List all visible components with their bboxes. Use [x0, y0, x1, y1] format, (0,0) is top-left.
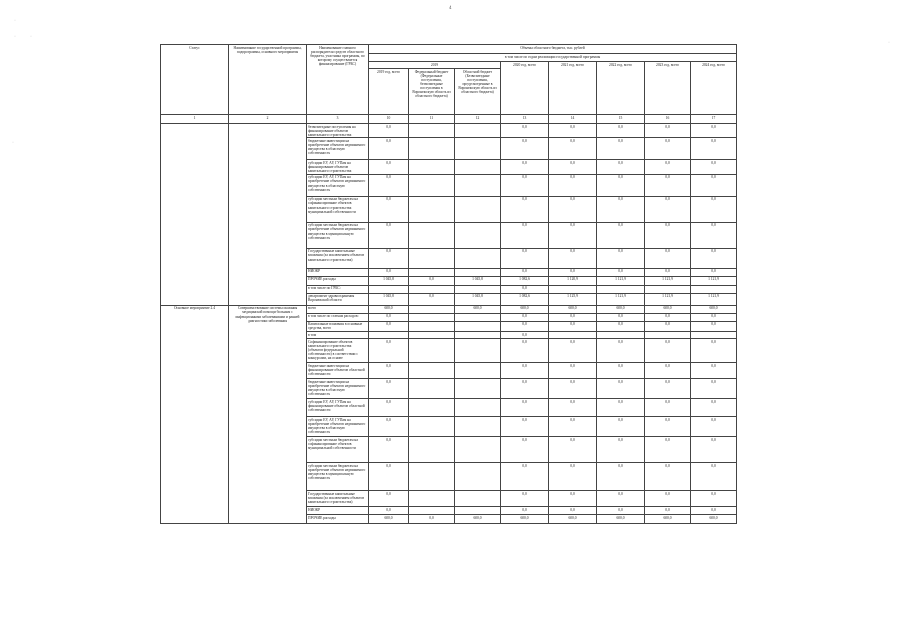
value-cell: 1 121,9	[597, 276, 645, 285]
value-cell: 0,0	[549, 339, 597, 363]
value-cell: 0,0	[645, 379, 691, 399]
value-cell	[455, 285, 501, 293]
funding-source: бюджетные инвестиции на приобретение объектов недвижимого имущества в областную собственность	[307, 138, 369, 160]
value-cell: 0,0	[645, 196, 691, 222]
value-cell: 0,0	[645, 174, 691, 196]
funding-source: субсидии местным бюджетам на приобретение объектов недвижимого имущества в муниципальную собственность	[307, 222, 369, 248]
value-cell: 600,0	[597, 305, 645, 313]
value-cell: 0,0	[645, 437, 691, 463]
value-cell: 0,0	[501, 363, 549, 379]
status-cell	[161, 124, 229, 306]
value-cell: 0,0	[369, 174, 409, 196]
value-cell	[409, 491, 455, 507]
funding-source: ПРОЧИЕ расходы	[307, 276, 369, 285]
value-cell: 0,0	[691, 321, 737, 331]
funding-source: Государственные капитальные вложения (за исключением объектов капитального строительства)	[307, 491, 369, 507]
value-cell	[455, 417, 501, 437]
value-cell	[455, 379, 501, 399]
value-cell	[455, 463, 501, 491]
value-cell: 0,0	[501, 399, 549, 417]
value-cell: 0,0	[645, 363, 691, 379]
funding-source: в том	[307, 332, 369, 339]
value-cell	[597, 285, 645, 293]
value-cell: 0,0	[691, 196, 737, 222]
value-cell	[455, 138, 501, 160]
value-cell: 0,0	[549, 491, 597, 507]
value-cell: 1 121,9	[691, 293, 737, 305]
value-cell	[455, 399, 501, 417]
value-cell: 0,0	[691, 160, 737, 174]
value-cell: 0,0	[691, 339, 737, 363]
value-cell	[455, 160, 501, 174]
value-cell: 0,0	[549, 321, 597, 331]
value-cell: 600,0	[549, 515, 597, 524]
value-cell	[549, 332, 597, 339]
value-cell	[455, 313, 501, 321]
value-cell: 600,0	[455, 305, 501, 313]
value-cell	[409, 138, 455, 160]
value-cell: 600,0	[645, 305, 691, 313]
col-number: 11	[409, 115, 455, 124]
value-cell: 0,0	[645, 160, 691, 174]
funding-source: субсидии местным бюджетам на софинансирование объектов капитального строительства муниципальной собственности	[307, 196, 369, 222]
value-cell	[691, 332, 737, 339]
value-cell: 0,0	[501, 491, 549, 507]
header-c16: 2023 год, всего	[645, 62, 691, 115]
table-body	[161, 124, 737, 524]
value-cell	[409, 463, 455, 491]
value-cell: 0,0	[369, 222, 409, 248]
name-cell	[229, 124, 307, 306]
value-cell: 600,0	[549, 305, 597, 313]
value-cell: 0,0	[691, 268, 737, 276]
value-cell: 0,0	[597, 437, 645, 463]
value-cell: 0,0	[597, 174, 645, 196]
value-cell: 600,0	[501, 305, 549, 313]
value-cell	[409, 437, 455, 463]
header-total: Объемы областного бюджета, тыс. рублей	[369, 45, 737, 54]
value-cell: 0,0	[597, 313, 645, 321]
value-cell	[455, 248, 501, 268]
value-cell: 600,0	[645, 515, 691, 524]
value-cell: 0,0	[369, 437, 409, 463]
value-cell: 0,0	[597, 124, 645, 138]
value-cell	[409, 332, 455, 339]
value-cell: 0,0	[645, 222, 691, 248]
value-cell: 0,0	[691, 174, 737, 196]
value-cell	[455, 491, 501, 507]
value-cell	[409, 417, 455, 437]
value-cell: 0,0	[501, 507, 549, 515]
funding-source: субсидии местным бюджетам на софинансирование объектов муниципальной собственности	[307, 437, 369, 463]
col-number: 17	[691, 115, 737, 124]
value-cell: 0,0	[691, 248, 737, 268]
col-number: 10	[369, 115, 409, 124]
value-cell: 0,0	[645, 248, 691, 268]
value-cell: 0,0	[501, 285, 549, 293]
value-cell	[455, 268, 501, 276]
value-cell: 0,0	[645, 268, 691, 276]
value-cell: 0,0	[369, 248, 409, 268]
col-number: 1	[161, 115, 229, 124]
value-cell: 0,0	[549, 399, 597, 417]
header-c15: 2022 год, всего	[597, 62, 645, 115]
value-cell: 1 082,6	[501, 276, 549, 285]
funding-source: бюджетные инвестиции на приобретение объектов недвижимого имущества в областную собственность	[307, 379, 369, 399]
value-cell	[645, 332, 691, 339]
value-cell: 0,0	[597, 248, 645, 268]
value-cell: 0,0	[501, 379, 549, 399]
value-cell: 0,0	[369, 321, 409, 331]
value-cell: 0,0	[597, 507, 645, 515]
page-number: 4	[449, 6, 452, 11]
value-cell	[409, 248, 455, 268]
value-cell: 0,0	[409, 515, 455, 524]
value-cell: 0,0	[691, 138, 737, 160]
funding-source: всего	[307, 305, 369, 313]
header-incl: в том числе по годам реализации государственной программы	[369, 54, 737, 62]
value-cell: 0,0	[549, 417, 597, 437]
header-c11: Федеральный бюджет (Федеральные поступления, безвозмездные поступления в Воронежскую область из областного бюджета)	[409, 69, 455, 115]
value-cell: 0,0	[549, 379, 597, 399]
status-cell: Основное мероприятие 2.4	[161, 305, 229, 523]
value-cell: 0,0	[501, 417, 549, 437]
value-cell: 0,0	[369, 363, 409, 379]
header-c10: 2019 год, всего	[369, 69, 409, 115]
value-cell	[409, 321, 455, 331]
col-number: 14	[549, 115, 597, 124]
margin-mark: ·	[888, 40, 890, 46]
value-cell: 0,0	[501, 437, 549, 463]
value-cell: 0,0	[369, 138, 409, 160]
table-row	[161, 305, 737, 313]
header-source: Наименование главного распорядителя средств областного бюджета, участника программы, по которому осуществляется финансирование (ГРБС)	[307, 45, 369, 115]
value-cell: 0,0	[549, 437, 597, 463]
value-cell: 0,0	[369, 507, 409, 515]
value-cell: 0,0	[369, 417, 409, 437]
col-number: 2	[229, 115, 307, 124]
value-cell	[409, 196, 455, 222]
value-cell	[369, 332, 409, 339]
value-cell: 0,0	[597, 138, 645, 160]
value-cell: 1 045,8	[369, 276, 409, 285]
value-cell: 0,0	[501, 174, 549, 196]
value-cell: 0,0	[369, 399, 409, 417]
value-cell: 0,0	[645, 313, 691, 321]
col-number: 3	[307, 115, 369, 124]
funding-source: ПРОЧИЕ расходы	[307, 515, 369, 524]
value-cell	[455, 332, 501, 339]
value-cell: 0,0	[409, 293, 455, 305]
value-cell: 1 121,9	[645, 276, 691, 285]
funding-source: Капитальные вложения в основные средства, всего	[307, 321, 369, 331]
value-cell: 0,0	[691, 313, 737, 321]
funding-source: в том числе по статьям расходов:	[307, 313, 369, 321]
value-cell: 600,0	[691, 305, 737, 313]
value-cell: 1 082,6	[501, 293, 549, 305]
funding-source: субсидии ЕУ, АУ, ГУПам на финансирование объектов капитального строительства	[307, 160, 369, 174]
value-cell: 0,0	[597, 463, 645, 491]
value-cell	[369, 285, 409, 293]
value-cell	[455, 321, 501, 331]
col-number: 13	[501, 115, 549, 124]
value-cell: 0,0	[501, 268, 549, 276]
value-cell: 0,0	[501, 321, 549, 331]
value-cell: 0,0	[645, 417, 691, 437]
funding-source: департамент здравоохранения Воронежской области	[307, 293, 369, 305]
margin-mark: ·	[14, 18, 16, 24]
value-cell: 0,0	[597, 268, 645, 276]
value-cell: 0,0	[691, 437, 737, 463]
value-cell: 1 045,8	[455, 293, 501, 305]
value-cell: 0,0	[645, 463, 691, 491]
value-cell	[597, 332, 645, 339]
value-cell: 0,0	[369, 124, 409, 138]
funding-source: НИОКР	[307, 268, 369, 276]
value-cell: 0,0	[549, 507, 597, 515]
value-cell	[409, 399, 455, 417]
value-cell: 1 045,8	[455, 276, 501, 285]
table-header	[161, 45, 737, 124]
funding-source: бюджетные инвестиции на финансирование объектов областной собственности	[307, 363, 369, 379]
value-cell: 0,0	[501, 222, 549, 248]
value-cell: 600,0	[369, 305, 409, 313]
value-cell: 0,0	[597, 491, 645, 507]
funding-source: НИОКР	[307, 507, 369, 515]
value-cell: 0,0	[549, 248, 597, 268]
value-cell	[455, 507, 501, 515]
value-cell: 0,0	[369, 160, 409, 174]
value-cell: 0,0	[501, 124, 549, 138]
name-cell: Совершенствование системы оказания медицинской помощи больным с инфекционными заболеваниями и ранней диагностики заболевания	[229, 305, 307, 523]
funding-source: безвозмездные поступления на финансирование объектов капитального строительства	[307, 124, 369, 138]
value-cell: 0,0	[549, 138, 597, 160]
funding-source: в том числе по ГРБС:	[307, 285, 369, 293]
value-cell	[409, 160, 455, 174]
funding-source: субсидии ЕУ, АУ, ГУПам на финансирование объектов областной собственности	[307, 399, 369, 417]
header-name: Наименование государственной программы, подпрограммы, основного мероприятия	[229, 45, 307, 115]
value-cell: 0,0	[501, 313, 549, 321]
value-cell: 0,0	[691, 507, 737, 515]
value-cell	[409, 339, 455, 363]
value-cell	[455, 363, 501, 379]
margin-mark: ·	[14, 34, 16, 40]
value-cell	[691, 285, 737, 293]
value-cell: 0,0	[597, 160, 645, 174]
value-cell	[645, 285, 691, 293]
value-cell: 0,0	[691, 399, 737, 417]
value-cell: 0,0	[501, 160, 549, 174]
header-status: Статус	[161, 45, 229, 115]
value-cell	[409, 507, 455, 515]
value-cell: 0,0	[369, 196, 409, 222]
col-number: 12	[455, 115, 501, 124]
value-cell: 0,0	[549, 313, 597, 321]
value-cell: 0,0	[597, 321, 645, 331]
value-cell	[455, 124, 501, 138]
value-cell: 600,0	[691, 515, 737, 524]
value-cell: 0,0	[645, 321, 691, 331]
value-cell	[409, 305, 455, 313]
value-cell: 0,0	[691, 363, 737, 379]
value-cell: 1 045,8	[369, 293, 409, 305]
value-cell: 0,0	[597, 339, 645, 363]
value-cell: 0,0	[369, 463, 409, 491]
value-cell	[549, 285, 597, 293]
header-c17: 2024 год, всего	[691, 62, 737, 115]
funding-source: субсидии ЕУ, АУ, ГУПам на приобретение объектов недвижимого имущества в областную собственность	[307, 417, 369, 437]
value-cell: 1 121,9	[691, 276, 737, 285]
value-cell: 0,0	[501, 332, 549, 339]
value-cell: 600,0	[369, 515, 409, 524]
funding-source: субсидии местным бюджетам на приобретение объектов недвижимого имущества в муниципальную собственность	[307, 463, 369, 491]
value-cell: 0,0	[501, 463, 549, 491]
value-cell: 0,0	[597, 222, 645, 248]
value-cell	[409, 313, 455, 321]
header-c14: 2021 год, всего	[549, 62, 597, 115]
margin-mark: ·	[12, 140, 14, 146]
budget-table	[160, 44, 737, 524]
value-cell: 0,0	[369, 339, 409, 363]
value-cell	[455, 339, 501, 363]
value-cell: 0,0	[369, 268, 409, 276]
value-cell: 0,0	[597, 196, 645, 222]
margin-mark: ·	[30, 34, 32, 40]
value-cell: 0,0	[597, 399, 645, 417]
value-cell	[409, 379, 455, 399]
value-cell: 0,0	[549, 160, 597, 174]
value-cell	[409, 222, 455, 248]
value-cell: 600,0	[501, 515, 549, 524]
col-number: 15	[597, 115, 645, 124]
funding-source: Софинансирование объектов капитального строительства (объектов федеральной собственности) в соответствии с конкурсами, на основе	[307, 339, 369, 363]
value-cell	[455, 437, 501, 463]
value-cell: 0,0	[645, 507, 691, 515]
value-cell: 0,0	[645, 399, 691, 417]
value-cell: 0,0	[409, 276, 455, 285]
value-cell: 600,0	[455, 515, 501, 524]
value-cell	[409, 174, 455, 196]
value-cell: 1 121,9	[645, 293, 691, 305]
value-cell: 1 120,9	[549, 276, 597, 285]
column-numbers-row	[161, 115, 737, 124]
header-year2019: 2019	[369, 62, 501, 69]
value-cell	[455, 196, 501, 222]
table-row	[161, 124, 737, 138]
value-cell: 0,0	[691, 463, 737, 491]
value-cell: 0,0	[549, 222, 597, 248]
value-cell: 0,0	[501, 196, 549, 222]
value-cell: 0,0	[645, 491, 691, 507]
value-cell	[455, 222, 501, 248]
value-cell: 0,0	[645, 124, 691, 138]
value-cell: 0,0	[369, 491, 409, 507]
header-c12: Областной бюджет (Безвозмездные поступления, предусмотренные в Воронежскую область из областного бюджета)	[455, 69, 501, 115]
value-cell: 0,0	[549, 363, 597, 379]
value-cell	[455, 174, 501, 196]
value-cell: 0,0	[645, 138, 691, 160]
value-cell: 0,0	[549, 463, 597, 491]
value-cell: 0,0	[691, 491, 737, 507]
value-cell: 0,0	[501, 248, 549, 268]
header-c13: 2020 год, всего	[501, 62, 549, 115]
value-cell: 0,0	[501, 339, 549, 363]
funding-source: Государственные капитальные вложения (за исключением объектов капитального строительства)	[307, 248, 369, 268]
value-cell	[409, 124, 455, 138]
value-cell	[409, 268, 455, 276]
value-cell: 1 125,9	[549, 293, 597, 305]
value-cell: 0,0	[549, 174, 597, 196]
value-cell: 0,0	[501, 138, 549, 160]
value-cell: 0,0	[369, 313, 409, 321]
value-cell	[409, 363, 455, 379]
value-cell: 1 121,9	[597, 293, 645, 305]
value-cell: 0,0	[549, 124, 597, 138]
value-cell: 0,0	[369, 379, 409, 399]
value-cell: 0,0	[597, 379, 645, 399]
value-cell: 0,0	[691, 379, 737, 399]
value-cell: 0,0	[645, 339, 691, 363]
value-cell: 0,0	[691, 222, 737, 248]
value-cell: 0,0	[691, 417, 737, 437]
value-cell	[409, 285, 455, 293]
value-cell: 0,0	[549, 196, 597, 222]
value-cell: 0,0	[597, 417, 645, 437]
funding-source: субсидии ЕУ, АУ, ГУПам на приобретение объектов недвижимого имущества в областную собственность	[307, 174, 369, 196]
value-cell: 0,0	[691, 124, 737, 138]
value-cell: 600,0	[597, 515, 645, 524]
value-cell: 0,0	[597, 363, 645, 379]
value-cell: 0,0	[549, 268, 597, 276]
col-number: 16	[645, 115, 691, 124]
